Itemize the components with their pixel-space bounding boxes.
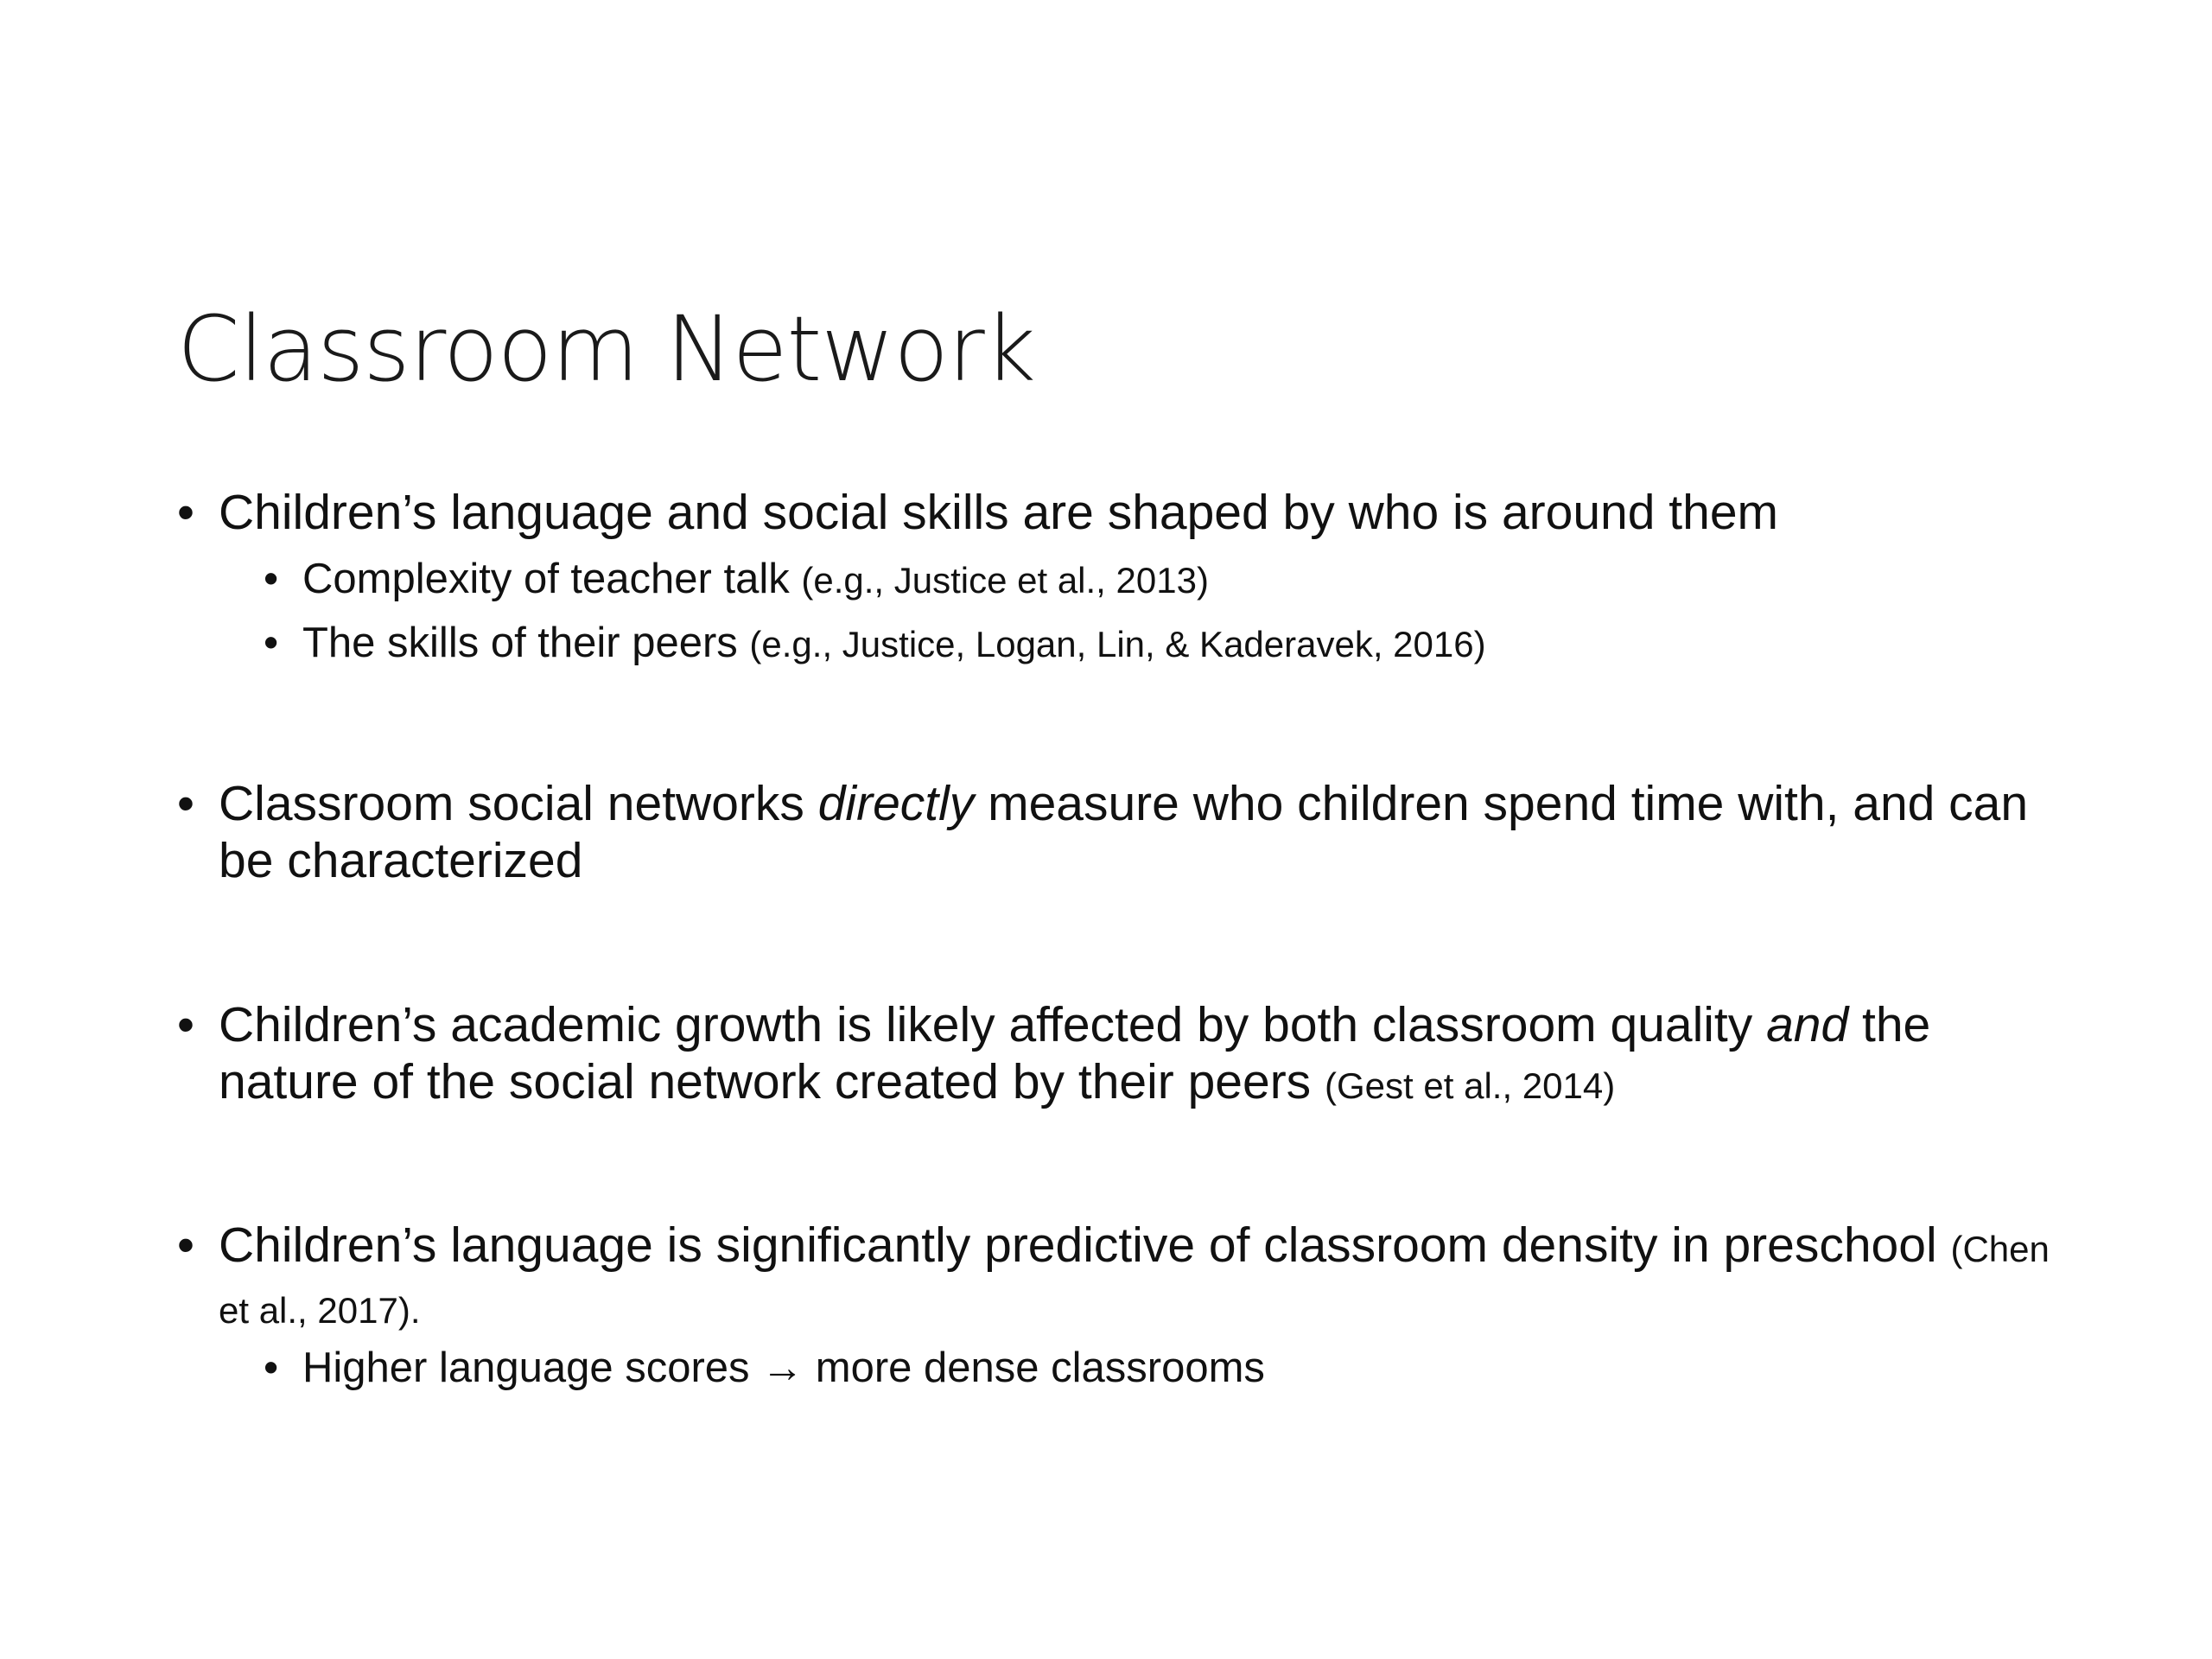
bullet-2-text-before: Classroom social networks (219, 776, 818, 831)
bullet-4-sub-1 (264, 1342, 1992, 1394)
citation: (Chen et al., 2017). (219, 1229, 2050, 1331)
bullet-marker: • (177, 776, 194, 831)
bullet-1-sub-1 (264, 553, 1992, 607)
citation: (e.g., Justice, Logan, Lin, & Kaderavek, 2016) (749, 624, 1486, 664)
sub-bullet-text: Higher language scores → more dense classrooms (302, 1344, 1265, 1391)
sub-bullet-text: Complexity of teacher talk (302, 556, 802, 602)
citation: (e.g., Justice et al., 2013) (801, 560, 1209, 601)
bullet-1-sub-2 (264, 617, 1992, 671)
slide-title: Classroom Network (177, 296, 1035, 402)
bullet-3-emphasis: and (1766, 997, 1849, 1052)
bullet-2-text-after: measure who children spend time with, and can be characterized (219, 776, 2029, 888)
bullet-3 (177, 996, 2061, 1115)
bullet-3-text-before: Children’s academic growth is likely affected by both classroom quality (219, 997, 1767, 1052)
bullet-1-text: Children’s language and social skills are shaped by who is around them (219, 485, 1779, 540)
sub-bullet-marker: • (264, 556, 279, 602)
bullet-marker: • (177, 485, 194, 540)
bullet-marker: • (177, 997, 194, 1052)
bullet-2-emphasis: directly (817, 776, 975, 831)
bullet-3-text-after: the nature of the social network created by their peers (219, 997, 1931, 1109)
sub-bullet-marker: • (264, 620, 279, 666)
bullet-4 (177, 1217, 2061, 1339)
bullet-4-text: Children’s language is significantly predictive of classroom density in preschool (219, 1217, 1951, 1273)
bullet-1 (177, 484, 2061, 541)
citation: (Gest et al., 2014) (1325, 1065, 1616, 1106)
bullet-marker: • (177, 1217, 194, 1273)
sub-bullet-text: The skills of their peers (302, 620, 750, 666)
sub-bullet-marker: • (264, 1344, 279, 1391)
bullet-2 (177, 775, 2061, 889)
